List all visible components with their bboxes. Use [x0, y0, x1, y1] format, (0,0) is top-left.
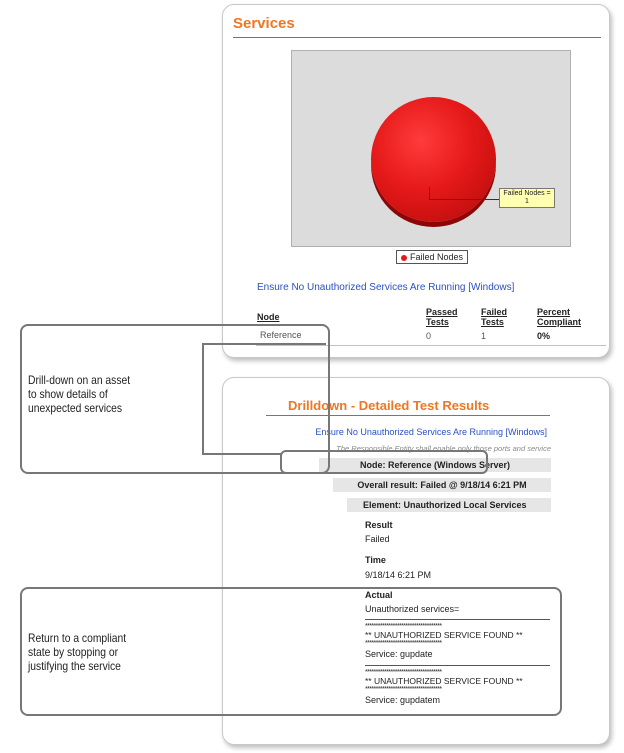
callout-leader-line [429, 187, 501, 200]
service-found-heading: ** UNAUTHORIZED SERVICE FOUND ** [365, 630, 523, 640]
drilldown-policy-link[interactable]: Ensure No Unauthorized Services Are Running [Windows] [315, 427, 547, 437]
service-name: Service: gupdate [365, 649, 433, 659]
service-name: Service: gupdatem [365, 695, 441, 705]
policy-description: The Responsible Entity shall enable only those ports and service [336, 444, 551, 453]
services-title: Services [233, 15, 295, 32]
actual-label: Actual [365, 590, 393, 600]
title-divider [233, 37, 601, 38]
annotation-line: Drill-down on an asset [28, 373, 131, 387]
time-label: Time [365, 555, 386, 565]
node-highlight-box [280, 450, 488, 474]
failed-nodes-pie-chart [291, 50, 571, 247]
drilldown-title: Drilldown - Detailed Test Results [288, 398, 490, 413]
asterisk-rule: ************************************ [365, 669, 442, 676]
col-header-failed-tests[interactable] [481, 307, 507, 327]
policy-test-link[interactable]: Ensure No Unauthorized Services Are Running [Windows] [257, 282, 515, 293]
cell-failed: 1 [481, 331, 487, 341]
annotation-line: state by stopping or [28, 645, 119, 659]
col-header-node[interactable]: Node [257, 312, 280, 322]
col-header-passed: Passed [426, 307, 458, 317]
services-panel [222, 4, 610, 358]
col-header-percent-compliant[interactable] [537, 307, 581, 327]
return-annotation-text [28, 631, 126, 673]
col-header-failed: Failed [481, 307, 508, 317]
annotation-line: justifying the service [28, 659, 121, 673]
drilldown-annotation-text [28, 373, 130, 415]
result-value: Failed [365, 534, 390, 544]
asterisk-rule: ************************************ [365, 640, 442, 647]
annotation-connector [202, 343, 204, 455]
asterisk-rule: ************************************ [365, 623, 442, 630]
annotation-connector [202, 343, 326, 345]
cell-percent: 0% [537, 331, 551, 341]
actual-value: Unauthorized services= [365, 604, 460, 614]
chart-legend [396, 250, 468, 264]
pie-callout-label: Failed Nodes = [503, 190, 551, 197]
col-header-tests-a: Tests [426, 317, 449, 327]
result-label: Result [365, 520, 393, 530]
node-header: Node: Reference (Windows Server) [319, 458, 551, 472]
cell-node[interactable]: Reference [260, 330, 302, 340]
time-value: 9/18/14 6:21 PM [365, 570, 432, 580]
asterisk-rule: ************************************ [365, 686, 442, 693]
overall-result: Overall result: Failed @ 9/18/14 6:21 PM [333, 478, 551, 492]
pie-slice-failed-nodes[interactable] [371, 97, 496, 222]
element-header: Element: Unauthorized Local Services [347, 498, 551, 512]
legend-label: Failed Nodes [410, 252, 464, 262]
cell-passed: 0 [426, 331, 432, 341]
annotation-line: to show details of [28, 387, 108, 401]
annotation-line: Return to a compliant [28, 631, 127, 645]
col-header-compliant: Compliant [537, 317, 581, 327]
annotation-line: unexpected services [28, 401, 123, 415]
legend-dot-icon [401, 255, 407, 261]
annotation-connector [202, 453, 282, 455]
col-header-tests-b: Tests [481, 317, 504, 327]
pie-callout [499, 188, 555, 208]
service-found-heading: ** UNAUTHORIZED SERVICE FOUND ** [365, 676, 523, 686]
col-header-percent: Percent [537, 307, 571, 317]
col-header-passed-tests[interactable] [426, 307, 458, 327]
pie-callout-value: 1 [525, 198, 529, 205]
